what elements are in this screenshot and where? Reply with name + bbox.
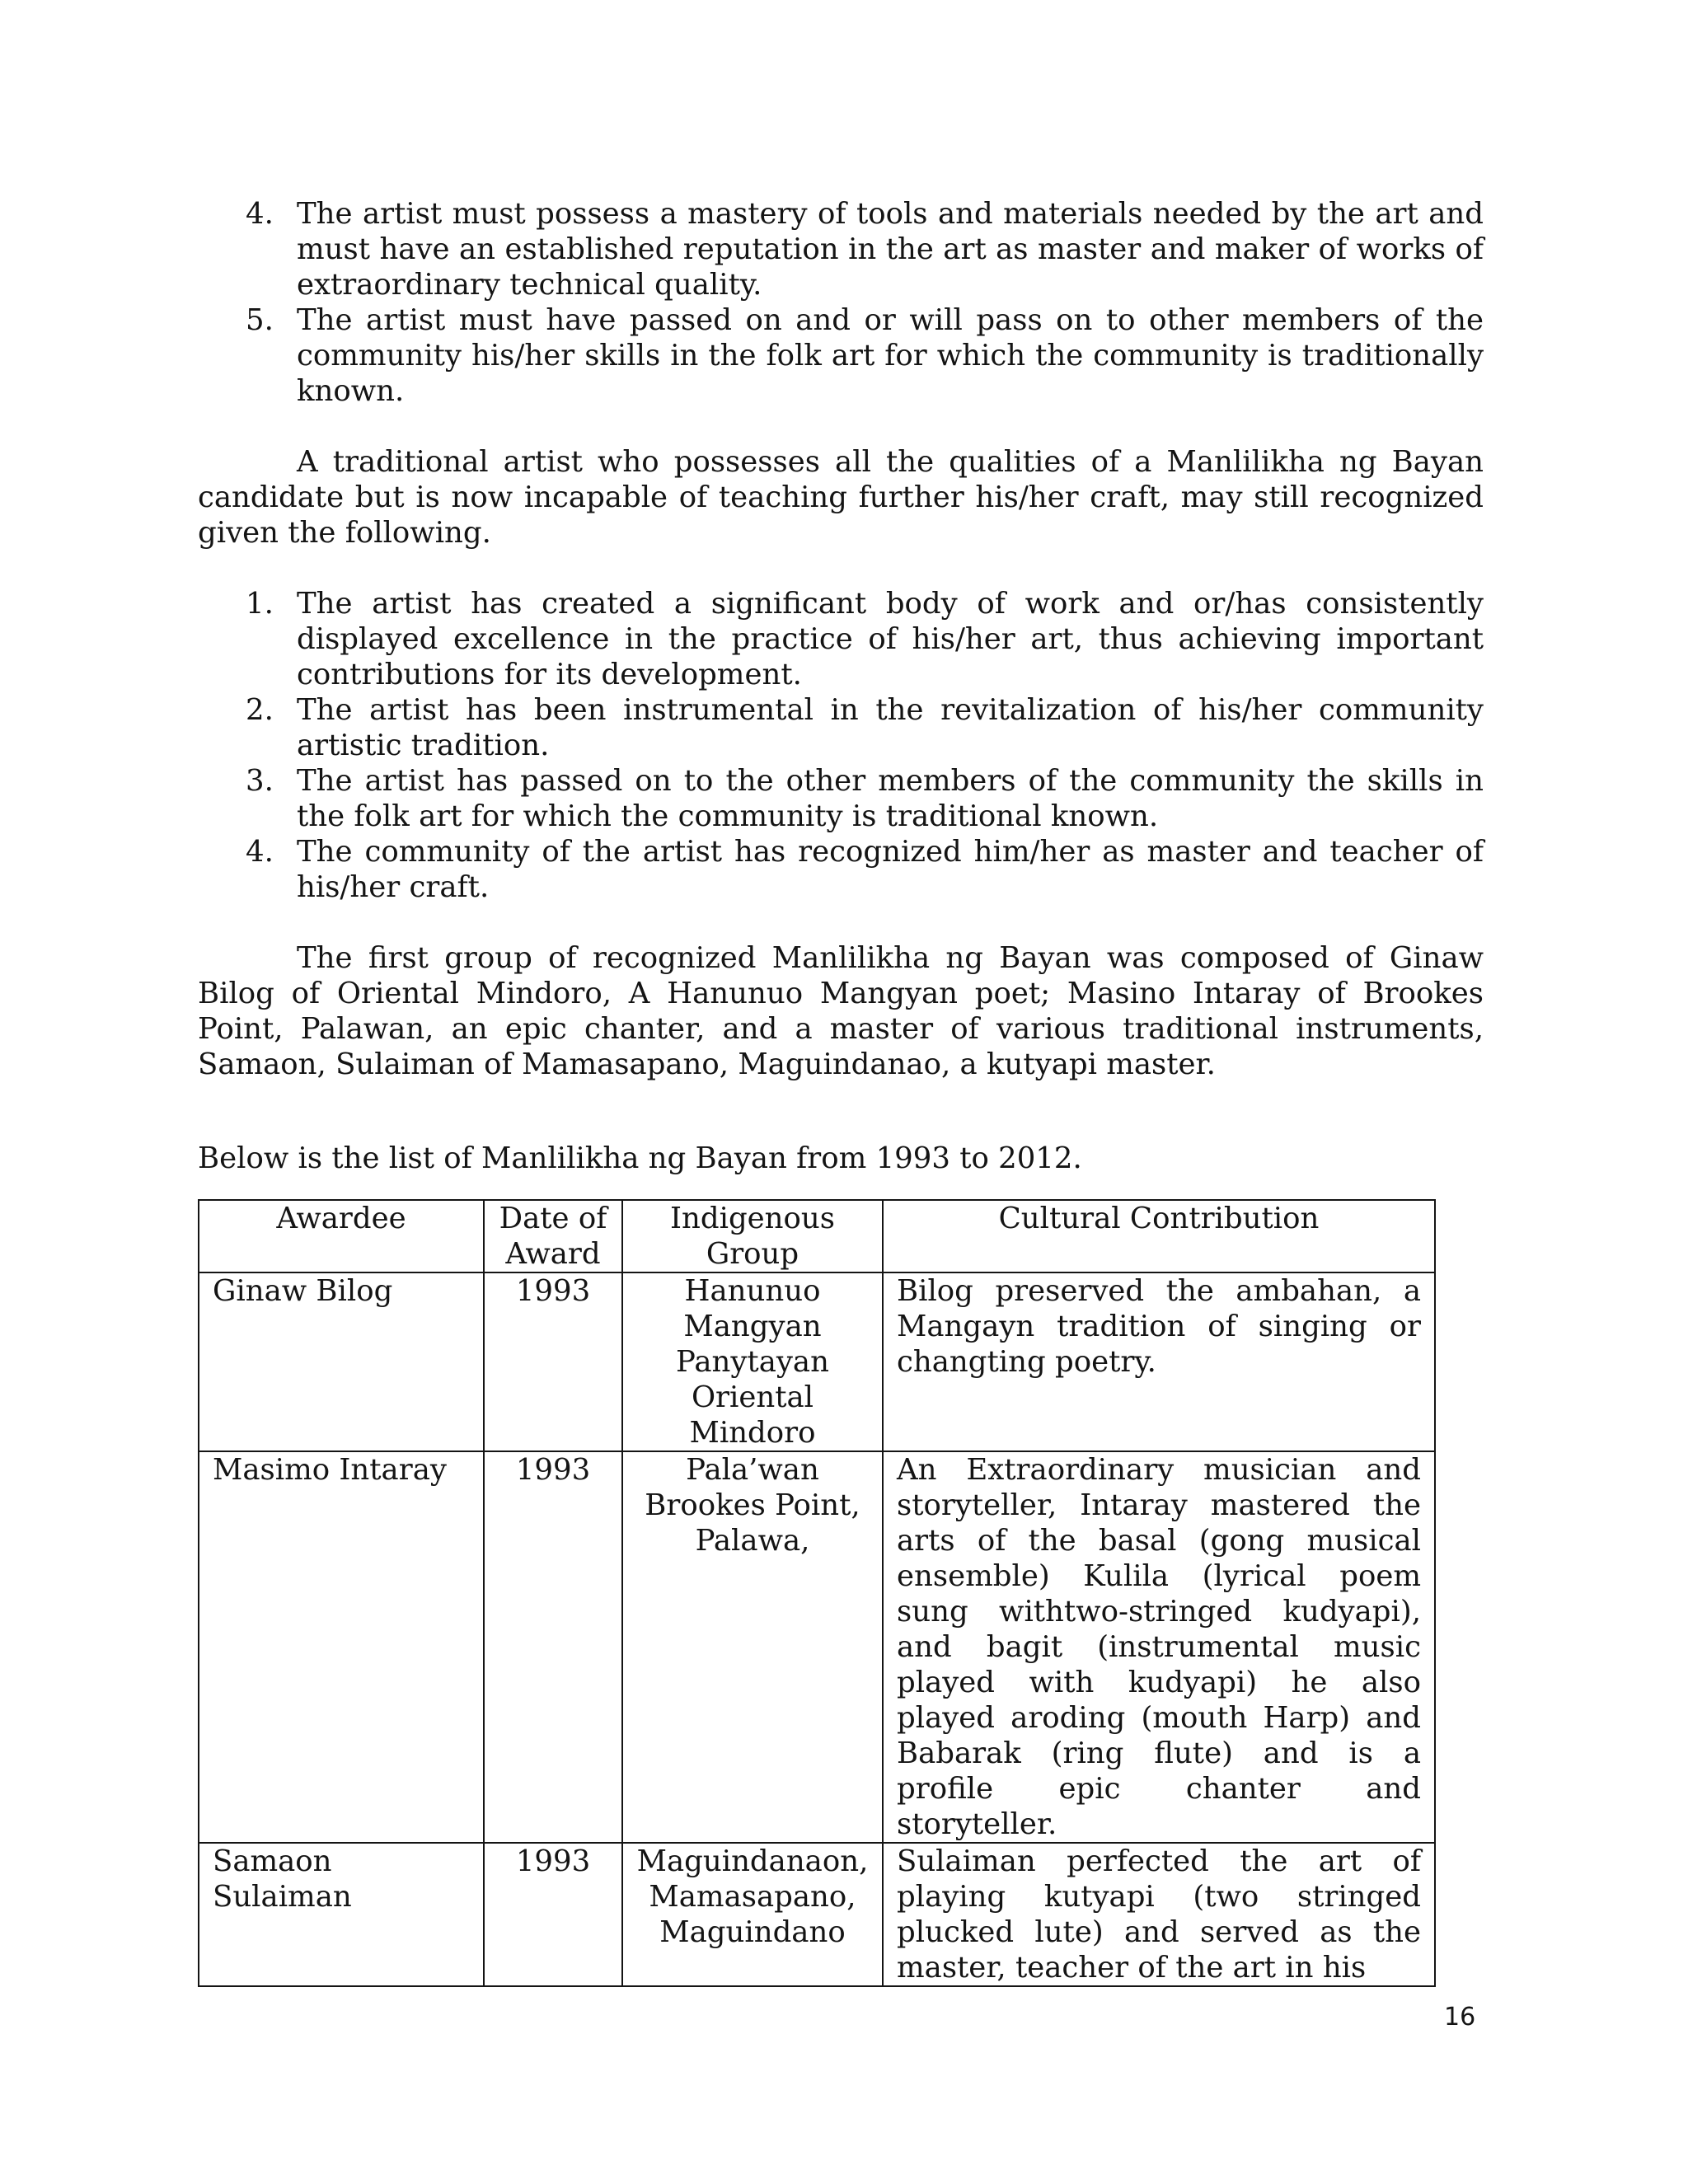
column-header-awardee: Awardee bbox=[199, 1200, 484, 1272]
list-item-number: 1. bbox=[246, 587, 274, 621]
list-item bbox=[198, 196, 1484, 302]
list-item bbox=[198, 302, 1484, 409]
table-row bbox=[199, 1843, 1435, 1986]
cell-group: Maguindanaon, Mamasapano, Maguindano bbox=[622, 1843, 883, 1986]
cell-group: Pala’wan Brookes Point, Palawa, bbox=[622, 1451, 883, 1843]
cell-date: 1993 bbox=[484, 1451, 622, 1843]
list-item-text: The artist must have passed on and or will pass on to other members of the community his/her skills in the folk art for which the community is traditionally known. bbox=[297, 303, 1484, 408]
paragraph-incapable-artist: A traditional artist who possesses all the qualities of a Manlilikha ng Bayan candidate but is now incapable of teaching further his/her craft, may still recognized given the following. bbox=[198, 445, 1484, 550]
cell-contribution: An Extraordinary musician and storyteller, Intaray mastered the arts of the basal (gong musical ensemble) Kulila (lyrical poem sung withtwo-stringed kudyapi), and bagit (instrumental music played with kudyapi) he also played aroding (mouth Harp) and Babarak (ring flute) and is a profile epic chanter and storyteller. bbox=[883, 1451, 1435, 1843]
page-number: 16 bbox=[1444, 2003, 1476, 2032]
cell-date: 1993 bbox=[484, 1843, 622, 1986]
cell-contribution: Sulaiman perfected the art of playing kutyapi (two stringed plucked lute) and served as the master, teacher of the art in his bbox=[883, 1843, 1435, 1986]
list-item bbox=[198, 834, 1484, 905]
table-intro: Below is the list of Manlilikha ng Bayan from 1993 to 2012. bbox=[198, 1141, 1082, 1175]
paragraph-first-group: The first group of recognized Manlilikha ng Bayan was composed of Ginaw Bilog of Oriental Mindoro, A Hanunuo Mangyan poet; Masino Intaray of Brookes Point, Palawan, an epic chanter, and a master of various traditional instruments, Samaon, Sulaiman of Mamasapano, Maguindanao, a kutyapi master. bbox=[198, 941, 1484, 1081]
column-header-date: Date of Award bbox=[484, 1200, 622, 1272]
cell-awardee: Samaon Sulaiman bbox=[199, 1843, 484, 1986]
list-item bbox=[198, 763, 1484, 834]
column-header-contribution: Cultural Contribution bbox=[883, 1200, 1435, 1272]
table-row bbox=[199, 1272, 1435, 1451]
cell-group: Hanunuo Mangyan Panytayan Oriental Mindoro bbox=[622, 1272, 883, 1451]
list-item-number: 2. bbox=[246, 693, 274, 727]
cell-date: 1993 bbox=[484, 1272, 622, 1451]
list-item bbox=[198, 692, 1484, 763]
list-item-number: 4. bbox=[246, 835, 274, 869]
list-item-number: 4. bbox=[246, 197, 274, 231]
list-item-text: The artist has passed on to the other members of the community the skills in the folk art for which the community is traditional known. bbox=[297, 764, 1484, 833]
list-item-text: The community of the artist has recognized him/her as master and teacher of his/her craft. bbox=[297, 835, 1484, 904]
list-item-number: 5. bbox=[246, 303, 274, 337]
list-item-number: 3. bbox=[246, 764, 274, 798]
list-item bbox=[198, 586, 1484, 692]
document-body bbox=[198, 196, 1484, 1987]
column-header-group: Indigenous Group bbox=[622, 1200, 883, 1272]
table-header-row bbox=[199, 1200, 1435, 1272]
list-item-text: The artist has created a significant body of work and or/has consistently displayed excellence in the practice of his/her art, thus achieving important contributions for its development. bbox=[297, 587, 1484, 691]
awardees-table bbox=[198, 1199, 1436, 1987]
list-item-text: The artist has been instrumental in the revitalization of his/her community artistic tradition. bbox=[297, 693, 1484, 762]
cell-contribution: Bilog preserved the ambahan, a Mangayn tradition of singing or changting poetry. bbox=[883, 1272, 1435, 1451]
cell-awardee: Ginaw Bilog bbox=[199, 1272, 484, 1451]
recognition-criteria-list bbox=[198, 586, 1484, 905]
table-row bbox=[199, 1451, 1435, 1843]
criteria-list-continued bbox=[198, 196, 1484, 409]
list-item-text: The artist must possess a mastery of tools and materials needed by the art and must have an established reputation in the art as master and maker of works of extraordinary technical quality. bbox=[297, 197, 1484, 302]
cell-awardee: Masimo Intaray bbox=[199, 1451, 484, 1843]
